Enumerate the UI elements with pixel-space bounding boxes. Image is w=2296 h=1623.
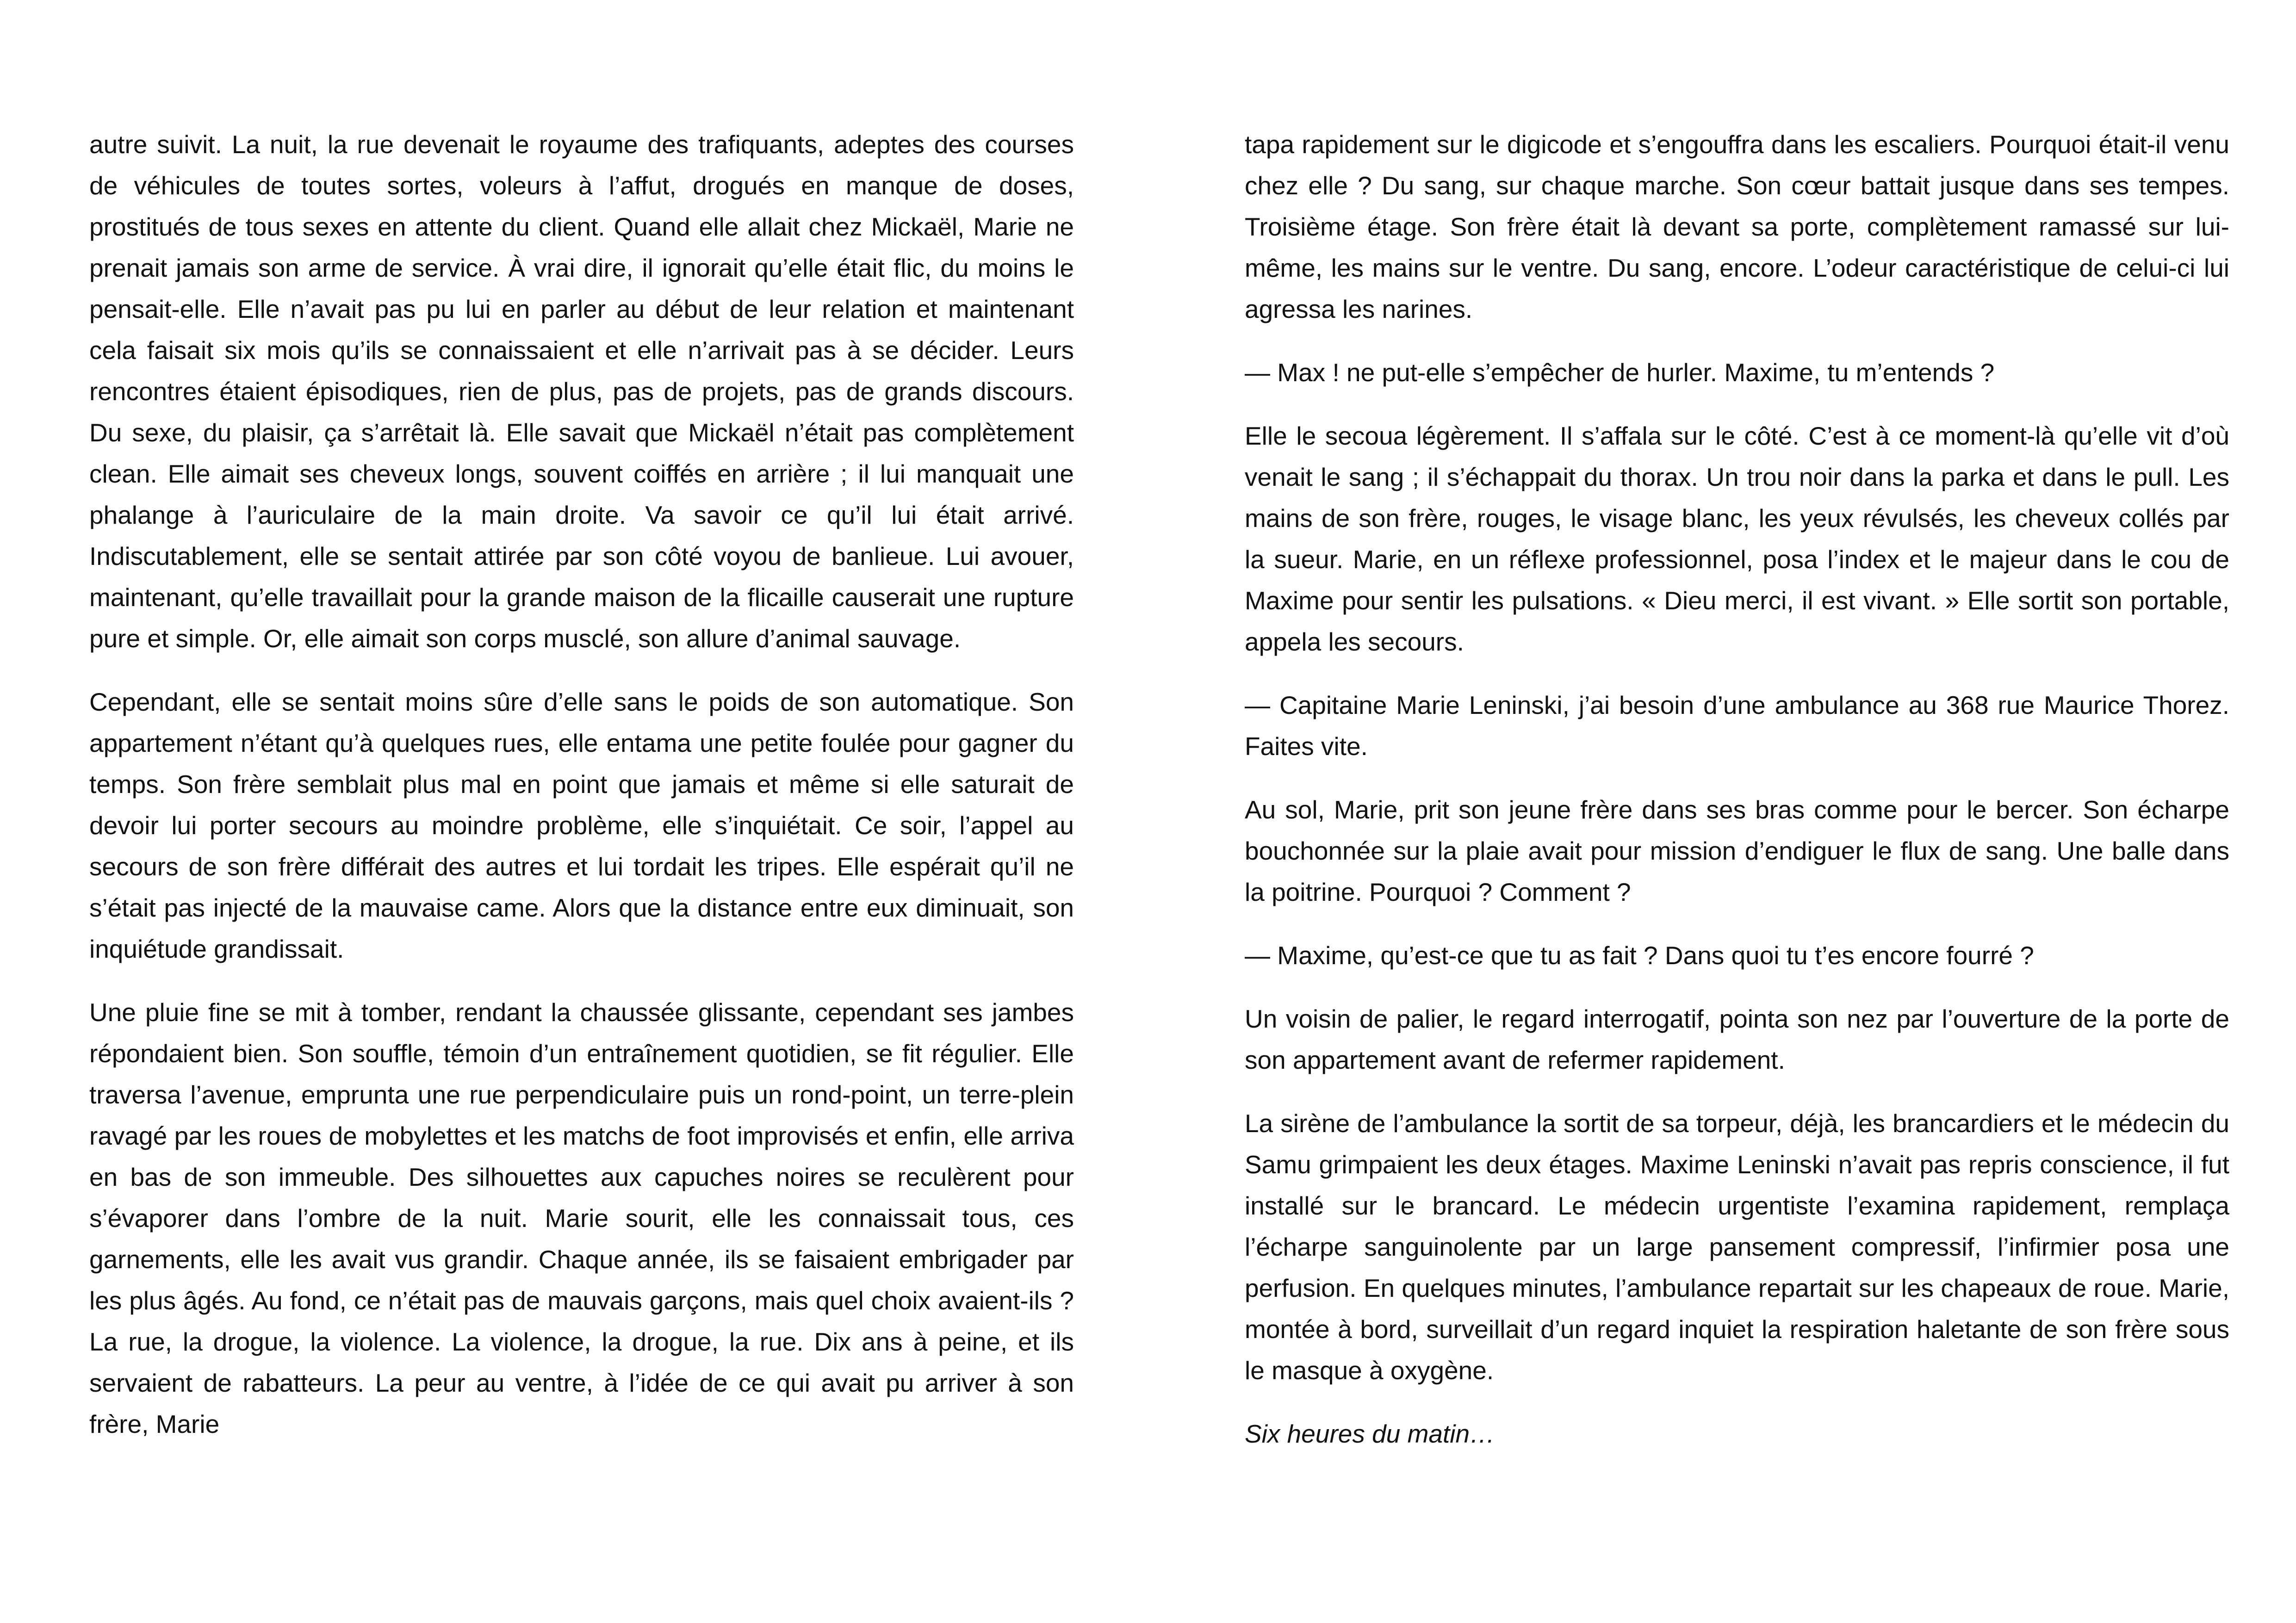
paragraph: Une pluie fine se mit à tomber, rendant la chaussée glissante, cependant ses jambes répondaient bien. Son souffle, témoin d’un entraînement quotidien, se fit régulier. Elle traversa l’avenue, emprunta une rue perpendiculaire puis un rond-point, un terre-plein ravagé par les roues de mobylettes et les matchs de foot improvisés et enfin, elle arriva en bas de son immeuble. Des silhouettes aux capuches noires se reculèrent pour s’évaporer dans l’ombre de la nuit. Marie sourit, elle les connaissait tous, ces garnements, elle les avait vus grandir. Chaque année, ils se faisaient embrigader par les plus âgés. Au fond, ce n’était pas de mauvais garçons, mais quel choix avaient-ils ? La rue, la drogue, la violence. La violence, la drogue, la rue. Dix ans à peine, et ils servaient de rabatteurs. La peur au ventre, à l’idée de ce qui avait pu arriver à son frère, Marie — [89, 998, 1074, 1438]
left-page — [89, 124, 1074, 1512]
section-time-heading: Six heures du matin… — [1245, 1419, 1496, 1448]
paragraph: Cependant, elle se sentait moins sûre d’elle sans le poids de son automatique. Son appartement n’étant qu’à quelques rues, elle entama une petite foulée pour gagner du temps. Son frère semblait plus mal en point que jamais et même si elle saturait de devoir lui porter secours au moindre problème, elle s’inquiétait. Ce soir, l’appel au secours de son frère différait des autres et lui tordait les tripes. Elle espérait qu’il ne s’était pas injecté de la mauvaise came. Alors que la distance entre eux diminuait, son inquiétude grandissait. — [89, 688, 1074, 963]
dialogue-line: — Max ! ne put-elle s’empêcher de hurler. Maxime, tu m’entends ? — [1245, 358, 1995, 387]
right-page — [1245, 124, 2229, 1512]
paragraph: autre suivit. La nuit, la rue devenait le royaume des trafiquants, adeptes des courses de véhicules de toutes sortes, voleurs à l’affut, drogués en manque de doses, prostitués de tous sexes en attente du client. Quand elle allait chez Mickaël, Marie ne prenait jamais son arme de service. À vrai dire, il ignorait qu’elle était flic, du moins le pensait-elle. Elle n’avait pas pu lui en parler au début de leur relation et maintenant cela faisait six mois qu’ils se connaissaient et elle n’arrivait pas à se décider. Leurs rencontres étaient épisodiques, rien de plus, pas de projets, pas de grands discours. Du sexe, du plaisir, ça s’arrêtait là. Elle savait que Mickaël n’était pas complètement clean. Elle aimait ses cheveux longs, souvent coiffés en arrière ; il lui manquait une phalange à l’auriculaire de la main droite. Va savoir ce qu’il lui était arrivé. Indiscutablement, elle se sentait attirée par son côté voyou de banlieue. Lui avouer, maintenant, qu’elle travaillait pour la grande maison de la flicaille causerait une rupture pure et simple. Or, elle aimait son corps musclé, son allure d’animal sauvage. — [89, 130, 1074, 653]
paragraph: La sirène de l’ambulance la sortit de sa torpeur, déjà, les brancardiers et le médecin du Samu grimpaient les deux étages. Maxime Leninski n’avait pas repris conscience, il fut installé sur le brancard. Le médecin urgentiste l’examina rapidement, remplaça l’écharpe sanguinolente par un large pansement compressif, l’infirmier posa une perfusion. En quelques minutes, l’ambulance repartait sur les chapeaux de roue. Marie, montée à bord, surveillait d’un regard inquiet la respiration haletante de son frère sous le masque à oxygène. — [1245, 1109, 2229, 1385]
paragraph: tapa rapidement sur le digicode et s’engouffra dans les escaliers. Pourquoi était-il venu chez elle ? Du sang, sur chaque marche. Son cœur battait jusque dans ses tempes. Troisième étage. Son frère était là devant sa porte, complètement ramassé sur lui-même, les mains sur le ventre. Du sang, encore. L’odeur caractéristique de celui-ci lui agressa les narines. — [1245, 130, 2229, 323]
paragraph: Un voisin de palier, le regard interrogatif, pointa son nez par l’ouverture de la porte de son appartement avant de refermer rapidement. — [1245, 1004, 2229, 1074]
dialogue-line: — Maxime, qu’est-ce que tu as fait ? Dans quoi tu t’es encore fourré ? — [1245, 941, 2034, 970]
paragraph: Elle le secoua légèrement. Il s’affala sur le côté. C’est à ce moment-là qu’elle vit d’où venait le sang ; il s’échappait du thorax. Un trou noir dans la parka et dans le pull. Les mains de son frère, rouges, le visage blanc, les yeux révulsés, les cheveux collés par la sueur. Marie, en un réflexe professionnel, posa l’index et le majeur dans le cou de Maxime pour sentir les pulsations. « Dieu merci, il est vivant. » Elle sortit son portable, appela les secours. — [1245, 421, 2229, 656]
dialogue-line: — Capitaine Marie Leninski, j’ai besoin d’une ambulance au 368 rue Maurice Thorez. Faites vite. — [1245, 691, 2229, 761]
paragraph: Au sol, Marie, prit son jeune frère dans ses bras comme pour le bercer. Son écharpe bouchonnée sur la plaie avait pour mission d’endiguer le flux de sang. Une balle dans la poitrine. Pourquoi ? Comment ? — [1245, 795, 2229, 906]
